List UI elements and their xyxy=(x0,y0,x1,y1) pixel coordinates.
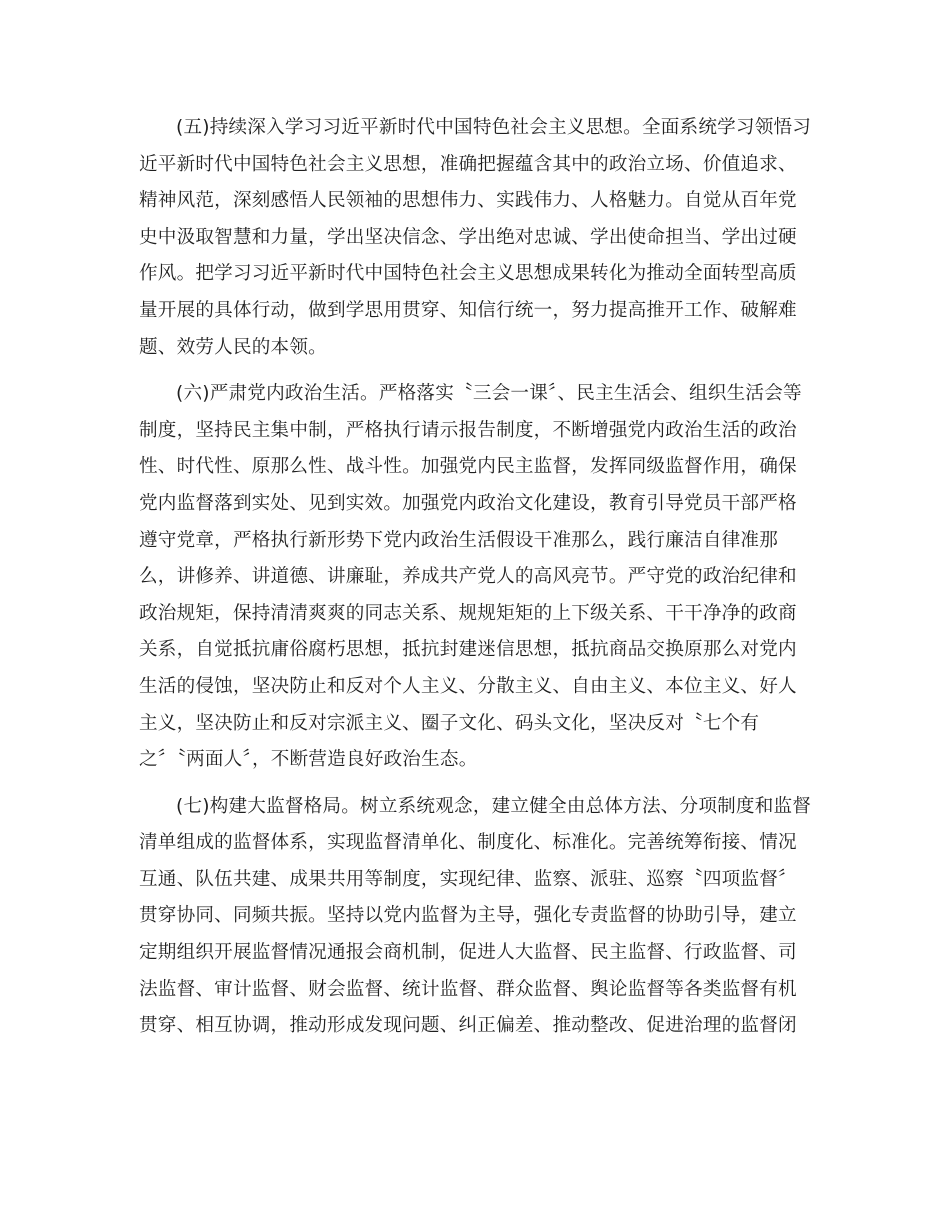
document-body xyxy=(139,110,811,1045)
text-line: 党内监督落到实处、见到实效。加强党内政治文化建设，教育引导党员干部严格 xyxy=(139,492,797,514)
text-line: 题、效劳人民的本领。 xyxy=(139,336,327,358)
text-line: 么，讲修养、讲道德、讲廉耻，养成共产党人的高风亮节。严守党的政治纪律和 xyxy=(139,566,797,588)
text-line: 定期组织开展监督情况通报会商机制，促进人大监督、民主监督、行政监督、司 xyxy=(139,942,797,964)
text-line: 作风。把学习习近平新时代中国特色社会主义思想成果转化为推动全面转型高质 xyxy=(139,263,797,285)
text-line: 近平新时代中国特色社会主义思想，准确把握蕴含其中的政治立场、价值追求、 xyxy=(139,153,797,175)
text-line: 史中汲取智慧和力量，学出坚决信念、学出绝对忠诚、学出使命担当、学出过硬 xyxy=(139,226,797,248)
text-line: 之〞〝两面人〞，不断营造良好政治生态。 xyxy=(139,749,478,771)
text-line: 清单组成的监督体系，实现监督清单化、制度化、标准化。完善统筹衔接、情况 xyxy=(139,832,797,854)
text-line: (六)严肃党内政治生活。严格落实〝三会一课〞、民主生活会、组织生活会等 xyxy=(176,383,802,405)
text-line: 法监督、审计监督、财会监督、统计监督、群众监督、舆论监督等各类监督有机 xyxy=(139,978,797,1000)
text-line: 主义，坚决防止和反对宗派主义、圈子文化、码头文化，坚决反对〝七个有 xyxy=(139,712,760,734)
text-line: 量开展的具体行动，做到学思用贯穿、知信行统一，努力提高推开工作、破解难 xyxy=(139,299,797,321)
text-line: 贯穿、相互协调，推动形成发现问题、纠正偏差、推动整改、促进治理的监督闭 xyxy=(139,1015,797,1037)
text-line: (七)构建大监督格局。树立系统观念，建立健全由总体方法、分项制度和监督 xyxy=(176,795,812,817)
text-line: 互通、队伍共建、成果共用等制度，实现纪律、监察、派驻、巡察〝四项监督〞 xyxy=(139,868,797,890)
text-line: (五)持续深入学习习近平新时代中国特色社会主义思想。全面系统学习领悟习 xyxy=(176,117,812,138)
text-line: 政治规矩，保持清清爽爽的同志关系、规规矩矩的上下级关系、干干净净的政商 xyxy=(139,602,797,624)
paragraph-6 xyxy=(139,376,811,779)
text-line: 制度，坚持民主集中制，严格执行请示报告制度，不断增强党内政治生活的政治 xyxy=(139,419,797,441)
paragraph-5 xyxy=(139,110,811,366)
text-line: 生活的侵蚀，坚决防止和反对个人主义、分散主义、自由主义、本位主义、好人 xyxy=(139,675,797,697)
text-line: 遵守党章，严格执行新形势下党内政治生活假设干准那么，践行廉洁自律准那 xyxy=(139,529,778,551)
text-line: 关系，自觉抵抗庸俗腐朽思想，抵抗封建迷信思想，抵抗商品交换原那么对党内 xyxy=(139,639,797,661)
paragraph-7 xyxy=(139,789,811,1045)
text-line: 精神风范，深刻感悟人民领袖的思想伟力、实践伟力、人格魅力。自觉从百年党 xyxy=(139,190,797,212)
text-line: 贯穿协同、同频共振。坚持以党内监督为主导，强化专责监督的协助引导，建立 xyxy=(139,905,797,927)
text-line: 性、时代性、原那么性、战斗性。加强党内民主监督，发挥同级监督作用，确保 xyxy=(139,456,797,478)
